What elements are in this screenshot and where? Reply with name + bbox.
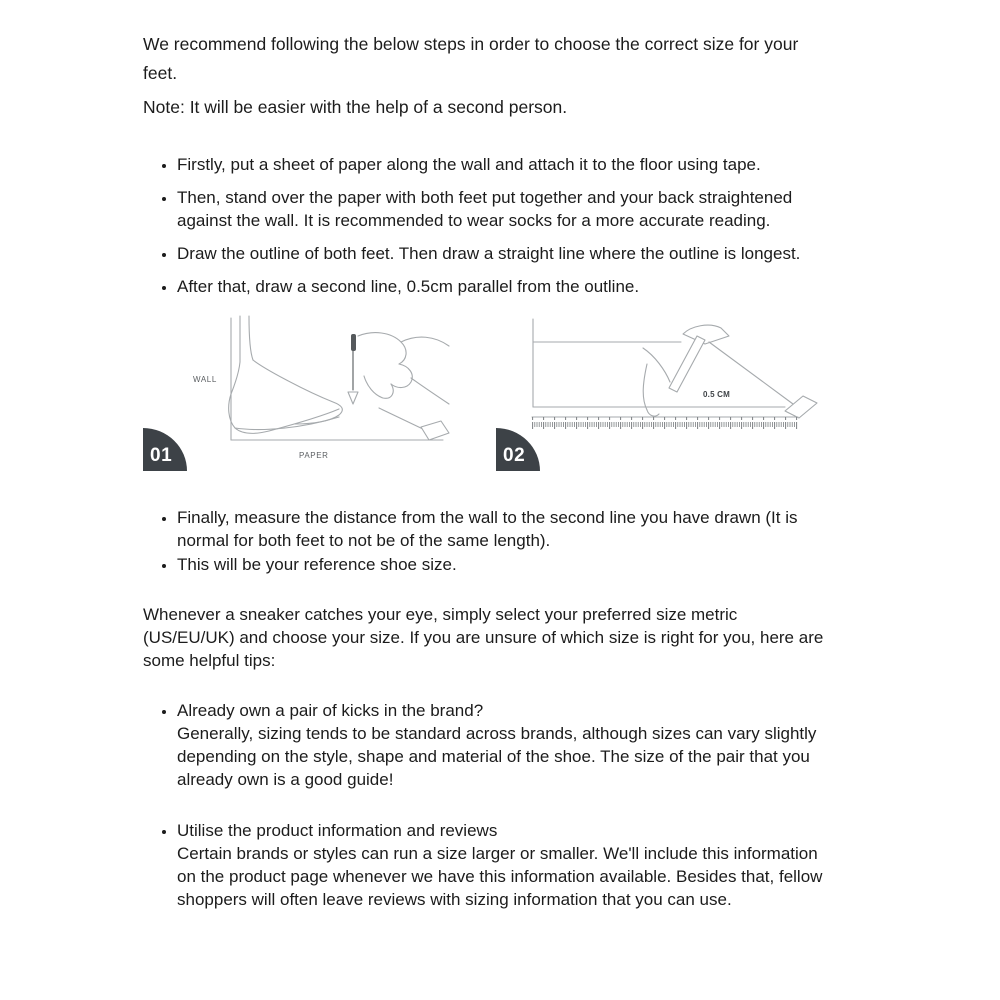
offset-distance-label: 0.5 CM xyxy=(703,390,730,399)
instruction-figures xyxy=(143,312,863,482)
measure-result-list xyxy=(143,506,837,576)
step-item-4: • After that, draw a second line, 0.5cm parallel from the outline. xyxy=(177,275,837,298)
tip-title: • Utilise the product information and reviews xyxy=(177,821,498,840)
figure-02-number: 02 xyxy=(503,445,526,466)
sizing-tips-list xyxy=(143,699,837,911)
tip-body: Generally, sizing tends to be standard across brands, although sizes can vary slightly depending on the style, shape and material of the shoe. The size of the pair that you already own is a good guide! xyxy=(177,724,817,789)
step-item-1: • Firstly, put a sheet of paper along the wall and attach it to the floor using tape. xyxy=(177,153,837,176)
guide-content xyxy=(143,30,863,939)
intro-text: We recommend following the below steps in order to choose the correct size for your feet. xyxy=(143,34,799,83)
wall-label: WALL xyxy=(193,375,217,384)
step-item-2: • Then, stand over the paper with both feet put together and your back straightened against the wall. It is recommended to wear socks for a more accurate reading. xyxy=(177,186,837,232)
figure-01-foot-tracing-illustration xyxy=(143,312,453,480)
sizing-intro-text: Whenever a sneaker catches your eye, simply select your preferred size metric (US/EU/UK) and choose your size. If you are unsure of which size is right for you, here are some helpful tips: xyxy=(143,605,824,670)
measure-step-1: • Finally, measure the distance from the wall to the second line you have drawn (It is normal for both feet to not be of the same length). xyxy=(177,506,837,552)
note-text: Note: It will be easier with the help of a second person. xyxy=(143,97,568,117)
tip-item-product-info xyxy=(177,819,837,911)
tip-body: Certain brands or styles can run a size larger or smaller. We'll include this information on the product page whenever we have this information available. Besides that, fellow shoppers will often leave reviews with sizing information that you can use. xyxy=(177,844,823,909)
figure-01-number: 01 xyxy=(150,445,173,466)
measure-step-2: • This will be your reference shoe size. xyxy=(177,553,837,576)
tip-title: • Already own a pair of kicks in the brand? xyxy=(177,701,484,720)
measurement-steps-list xyxy=(143,153,837,298)
figure-02-ruler-measurement-illustration xyxy=(497,314,832,480)
tip-item-own-pair xyxy=(177,699,837,791)
step-item-3: • Draw the outline of both feet. Then draw a straight line where the outline is longest. xyxy=(177,242,837,265)
paper-label: PAPER xyxy=(299,451,329,460)
